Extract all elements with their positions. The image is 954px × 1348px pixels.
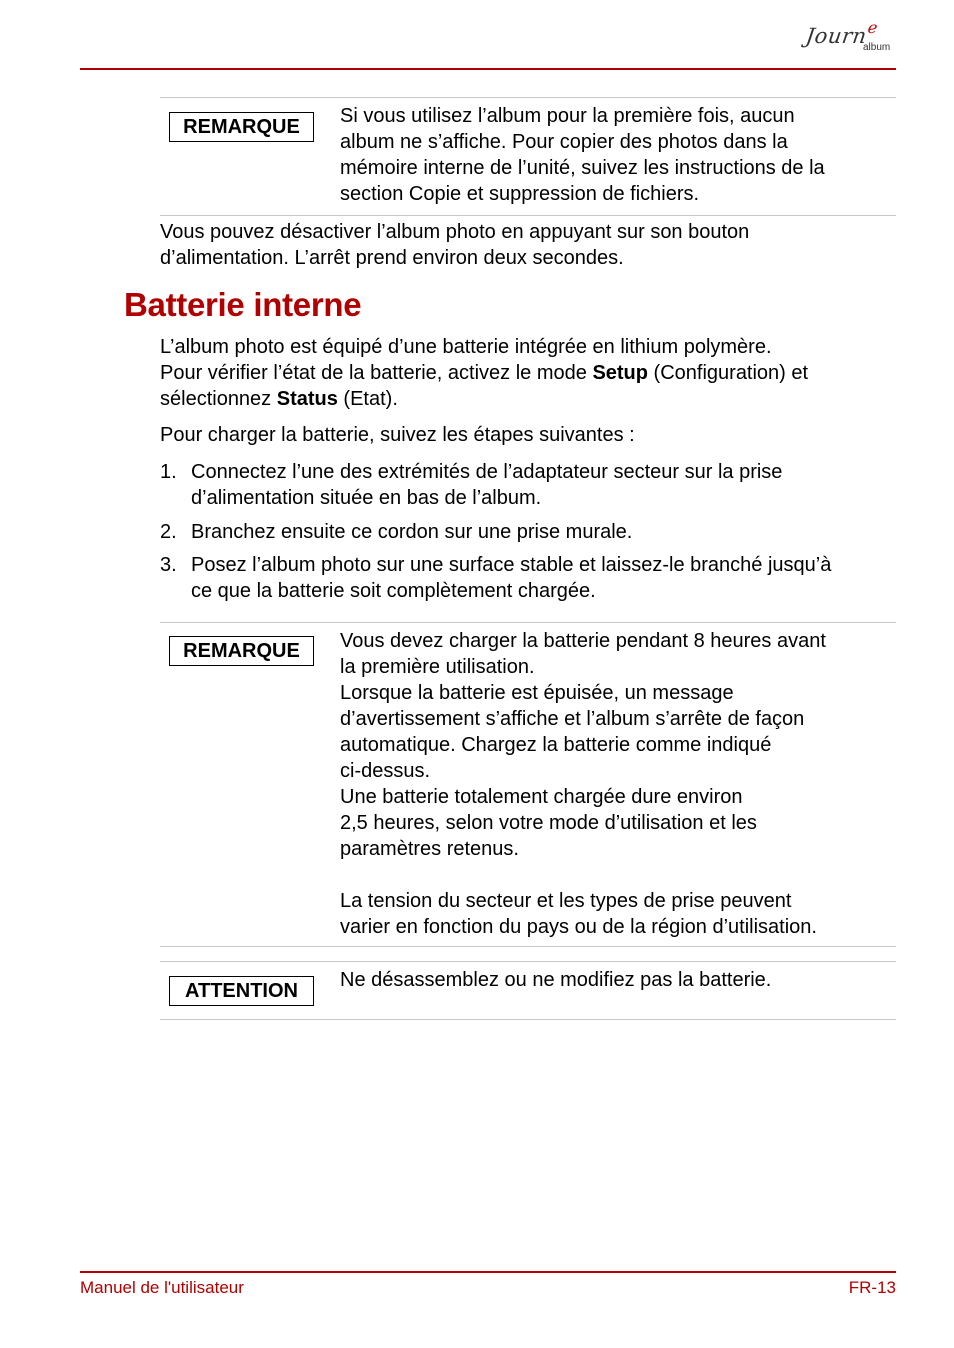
- note-line: varier en fonction du pays ou de la région d’utilisation.: [340, 916, 817, 938]
- journe-album-logo: [800, 18, 900, 64]
- note-text: [340, 628, 896, 940]
- paragraph: [160, 334, 896, 412]
- note-top-rule: [160, 622, 896, 623]
- note-line: ci-dessus.: [340, 760, 431, 782]
- note-line: La tension du secteur et les types de prise peuvent: [340, 890, 792, 912]
- note-blank-line: [340, 862, 896, 888]
- paragraph-line: Vous pouvez désactiver l’album photo en appuyant sur son bouton: [160, 221, 750, 243]
- bold-term-status: Status: [276, 388, 338, 410]
- paragraph-line: [160, 386, 896, 412]
- note-line: album ne s’affiche. Pour copier des photos dans la: [340, 131, 788, 153]
- paragraph-line: d’alimentation. L’arrêt prend environ deux secondes.: [160, 247, 624, 269]
- step-number: 2.: [160, 521, 177, 543]
- step-line: Posez l’album photo sur une surface stable et laissez-le branché jusqu’à: [191, 554, 832, 576]
- note-line: la première utilisation.: [340, 656, 535, 678]
- text-run: sélectionnez: [160, 388, 277, 410]
- step-number: 3.: [160, 554, 177, 576]
- note-bottom-rule: [160, 946, 896, 947]
- attention-label: ATTENTION: [169, 976, 314, 1006]
- text-run: (Etat).: [337, 388, 398, 410]
- footer-page-number: FR-13: [848, 1278, 896, 1297]
- header-rule: [80, 68, 896, 70]
- note-line: paramètres retenus.: [340, 838, 519, 860]
- step-line: Connectez l’une des extrémités de l’adaptateur secteur sur la prise: [191, 461, 783, 483]
- footer-rule: [80, 1271, 896, 1273]
- logo-subtitle: album: [863, 42, 891, 53]
- note-line: section Copie et suppression de fichiers.: [340, 183, 700, 205]
- paragraph: Pour charger la batterie, suivez les étapes suivantes :: [160, 424, 635, 446]
- note-line: Une batterie totalement chargée dure environ: [340, 786, 743, 808]
- attention-top-rule: [160, 961, 896, 962]
- section-title: Batterie interne: [124, 286, 362, 323]
- step-text: [191, 519, 896, 545]
- note-bottom-rule: [160, 215, 896, 216]
- note-line: mémoire interne de l’unité, suivez les instructions de la: [340, 157, 825, 179]
- step-text: [191, 459, 896, 511]
- step-line: ce que la batterie soit complètement chargée.: [191, 580, 596, 602]
- bold-term-setup: Setup: [592, 362, 648, 384]
- note-line: 2,5 heures, selon votre mode d’utilisation et les: [340, 812, 757, 834]
- step-line: d’alimentation située en bas de l’album.: [191, 487, 542, 509]
- note-line: Vous devez charger la batterie pendant 8 heures avant: [340, 630, 826, 652]
- note-line: Lorsque la batterie est épuisée, un message: [340, 682, 734, 704]
- paragraph-line: [160, 360, 896, 386]
- attention-bottom-rule: [160, 1019, 896, 1020]
- note-top-rule: [160, 97, 896, 98]
- note-line: automatique. Chargez la batterie comme indiqué: [340, 734, 772, 756]
- step-text: [191, 552, 896, 604]
- step-number: 1.: [160, 461, 177, 483]
- note-line: Si vous utilisez l’album pour la première fois, aucun: [340, 105, 795, 127]
- logo-script: Journ$^e$: [804, 18, 880, 48]
- paragraph: [160, 219, 896, 271]
- footer-manual-title: Manuel de l'utilisateur: [80, 1278, 244, 1297]
- note-text: [340, 103, 896, 207]
- step-line: Branchez ensuite ce cordon sur une prise murale.: [191, 521, 633, 543]
- note-line: d’avertissement s’affiche et l’album s’arrête de façon: [340, 708, 805, 730]
- note-label-remarque: REMARQUE: [169, 112, 314, 142]
- attention-text: Ne désassemblez ou ne modifiez pas la batterie.: [340, 969, 772, 991]
- text-run: Pour vérifier l’état de la batterie, activez le mode: [160, 362, 593, 384]
- paragraph-line: L’album photo est équipé d’une batterie intégrée en lithium polymère.: [160, 336, 772, 358]
- text-run: (Configuration) et: [648, 362, 809, 384]
- logo-accent-letter: e: [866, 18, 880, 37]
- note-label-remarque: REMARQUE: [169, 636, 314, 666]
